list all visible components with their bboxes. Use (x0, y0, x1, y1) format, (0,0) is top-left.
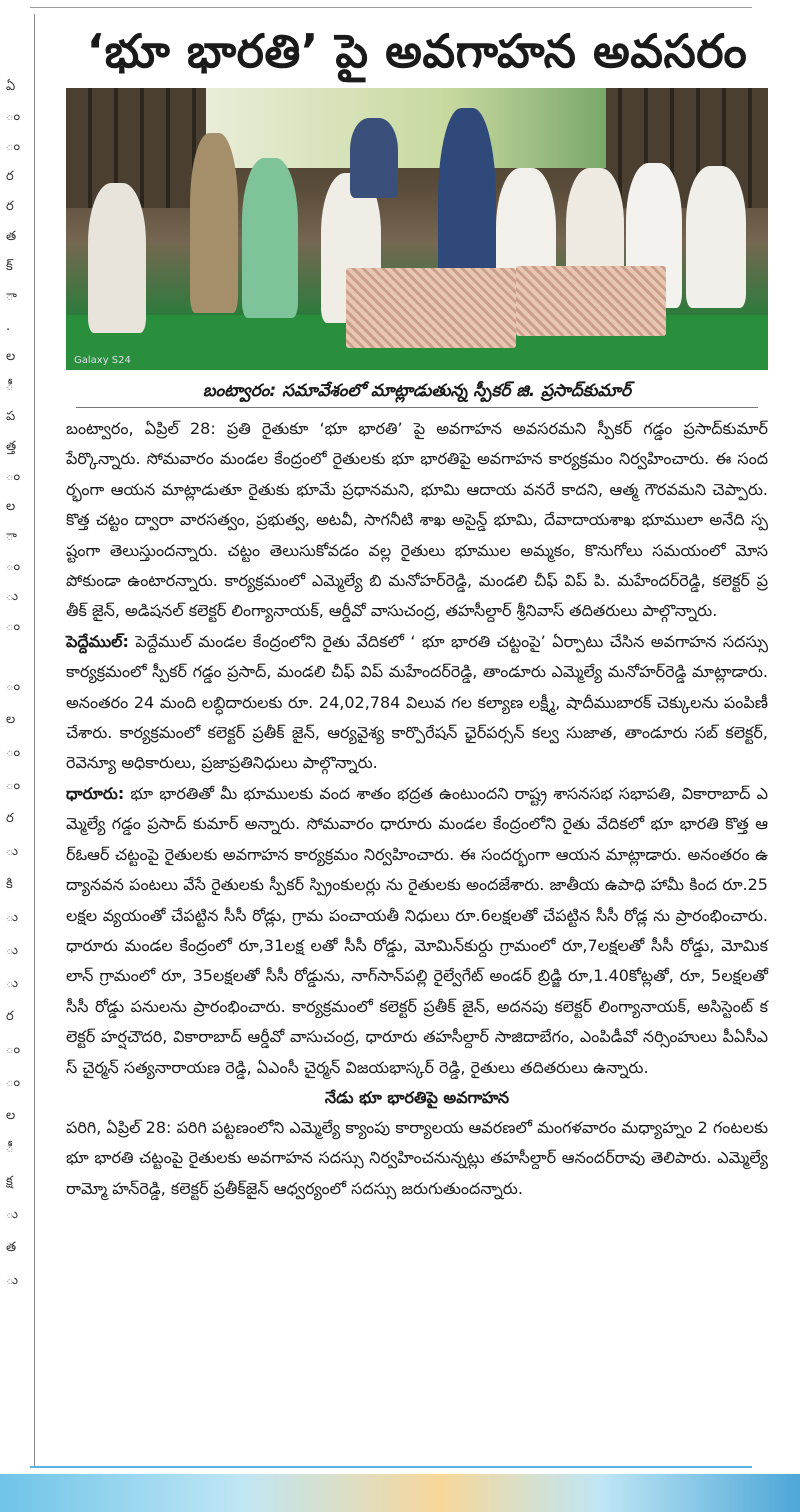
fragment-glyph: క్ (6, 259, 13, 274)
article-paragraph: ధారూరు: భూ భారతితో మీ భూములకు వంద శాతం భద్రత ఉంటుందని రాష్ట్ర శాసనసభ సభాపతి, వికారాబాద్ ఎమ్మెల్యే గడ్డం ప్రసాద్ కుమార్ అన్నారు. సోమవారం ధారూరు మండల కేంద్రంలోని రైతు వేదికలో భూ భారతి కొత్త ఆర్‌ఓఆర్ చట్టంపై రైతులకు అవగాహన కార్యక్రమం నిర్వహించారు. ఈ సందర్భంగా ఆయన మాట్లాడారు. అనంతరం ఉద్యానవన పంటలు వేసే రైతులకు స్పీకర్ స్ప్రింకులర్లు ను రైతులకు అందజేశారు. జాతీయ ఉపాధి హామీ కింద రూ.25 లక్షల వ్యయంతో చేపట్టిన సీసీ రోడ్లు, గ్రామ పంచాయతీ నిధులు రూ.6లక్షలతో చేపట్టిన సీసీ రోడ్ల ను ప్రారంభించారు. ధారూరు మండల కేంద్రంలో రూ,31లక్ష లతో సీసీ రోడ్డు, మోమిన్‌కుర్దు గ్రామంలో రూ,7లక్షలతో సీసీ రోడ్డు, మోమికలాన్ గ్రామంలో రూ, 35లక్షలతో సీసీ రోడ్డును, నాగ్‌సాన్‌పల్లి రైల్వేగేట్ అండర్ బ్రిడ్జి రూ,1.40కోట్లతో, రూ, 5లక్షలతో సీసీ రోడ్డు పనులను ప్రారంభించారు. కార్యక్రమంలో కలెక్టర్ ప్రతీక్ జైన్, అదనపు కలెక్టర్ లింగ్యానాయక్, అసిస్టెంట్ కలెక్టర్ హర్షచౌదరి, వికారాబాద్ ఆర్డీవో వాసుచంద్ర, ధారూరు తహసీల్దార్ సాజిదాబేగం, ఎంపిడీవో నర్సింహులు పీఏసీఎస్ చైర్మన్ సత్యనారాయణ రెడ్డి, ఏఎంసీ చైర్మన్ విజయభాస్కర్ రెడ్డి, రైతులు తదితరులు ఉన్నారు. (66, 783, 768, 1077)
article-paragraph: బంట్వారం, ఏప్రిల్ 28: ప్రతి రైతుకూ ‘భూ భారతి’ పై అవగాహన అవసరమని స్పీకర్ గడ్డం ప్రసాద్‌కుమార్ పేర్కొన్నారు. సోమవారం మండల కేంద్రంలో రైతులకు భూ భారతిపై అవగాహన కార్యక్రమం నిర్వహించారు. ఈ సందర్భంగా ఆయన మాట్లాడుతూ రైతుకు భూమే ప్రధానమని, భూమి ఆదాయ వనరే కాదని, ఆత్మ గౌరవమని చెప్పారు. కొత్త చట్టం ద్వారా వారసత్వం, ప్రభుత్వ, అటవీ, సాగనీటి శాఖ అసైన్డ్ భూమి, దేవాదాయశాఖ భూములా అనేది స్పష్టంగా తెలుస్తుందన్నారు. చట్టం తెలుసుకోవడం వల్ల రైతులు భూముల అమ్మకం, కొనుగోలు సమయంలో మోసపోకుండా ఉంటారన్నారు. కార్యక్రమంలో ఎమ్మెల్యే బి మనోహర్‌రెడ్డి, మండలి చీఫ్ విప్ పి. మహేందర్‌రెడ్డి, కలెక్టర్ ప్రతీక్ జైన్, అడిషనల్ కలెక్టర్ లింగ్యానాయక్, ఆర్డీవో వాసుచంద్ర, తహసీల్దార్ శ్రీనివాస్ తదితరులు పాల్గొన్నారు. (66, 419, 768, 621)
fragment-glyph: ర (6, 1009, 14, 1024)
fragment-glyph: ప (6, 409, 16, 424)
fragment-glyph: ా (6, 529, 17, 544)
fragment-glyph: ం (6, 469, 21, 484)
fragment-glyph: క్ష (6, 1174, 13, 1189)
news-article (66, 14, 768, 1204)
fragment-glyph: ర (6, 199, 14, 214)
fragment-glyph: ం (6, 778, 21, 793)
event-photo (66, 88, 768, 370)
headline: ‘భూ భారతి’ పై అవగాహన అవసరం (86, 24, 748, 78)
fragment-glyph: ం (6, 559, 21, 574)
fragment-glyph: . (6, 319, 11, 334)
fragment-glyph: ల (6, 712, 16, 727)
fragment-glyph: ు (6, 910, 19, 925)
photo-caption: బంట్వారం: సమావేశంలో మాట్లాడుతున్న స్పీకర్ జి. ప్రసాద్‌కుమార్ (202, 381, 632, 401)
fragment-glyph: ు (6, 976, 19, 991)
fragment-glyph: ు (6, 589, 19, 604)
article-paragraph: పరిగి, ఏప్రిల్ 28: పరిగి పట్టణంలోని ఎమ్మెల్యే క్యాంపు కార్యాలయ ఆవరణలో మంగళవారం మధ్యాహ్నం 2 గంటలకు భూ భారతి చట్టంపై రైతులకు అవగాహన సదస్సు నిర్వహించనున్నట్లు తహసీల్దార్ ఆనందర్‌రావు తెలిపారు. ఎమ్మెల్యే రామ్మో హన్‌రెడ్డి, కలెక్టర్ ప్రతీక్‌జైన్ ఆధ్వర్యంలో సదస్సు జరుగుతుందన్నారు. (66, 1117, 768, 1198)
stage-banner (206, 88, 606, 168)
photo-watermark: Galaxy S24 (74, 355, 131, 366)
fragment-glyph: ం (6, 619, 21, 634)
top-rule (30, 7, 752, 8)
fragment-glyph: ీ (6, 1141, 14, 1156)
band-edge (30, 1466, 752, 1468)
fragment-glyph: త (6, 1240, 17, 1255)
fragment-glyph: ం (6, 679, 21, 694)
sub-headline: నేడు భూ భారతిపై అవగాహన (324, 1087, 510, 1107)
fragment-glyph: కి (6, 877, 13, 892)
column-divider (34, 14, 35, 1466)
adjacent-column-edge (0, 30, 26, 1470)
caption-rule (76, 407, 758, 408)
fragment-glyph: ీ (6, 379, 14, 394)
fragment-glyph: ు (6, 1207, 19, 1222)
fragment-glyph: ం (6, 745, 21, 760)
fragment-glyph: ా (6, 289, 17, 304)
fragment-glyph: ల (6, 1108, 16, 1123)
fragment-glyph: ు (6, 943, 19, 958)
fragment-glyph: త (6, 229, 17, 244)
fragment-glyph: ు (6, 844, 19, 859)
fragment-glyph: ర (6, 811, 14, 826)
dateline: ధారూరు: (66, 783, 125, 803)
fragment-glyph: ం (6, 109, 21, 124)
fragment-glyph: ు (6, 1273, 19, 1288)
article-paragraph: పెద్దేముల్: పెద్దేముల్ మండల కేంద్రంలోని రైతు వేదికలో ‘ భూ భారతి చట్టంపై’ ఏర్పాటు చేసిన అవగాహన సదస్సు కార్యక్రమంలో స్పీకర్ గడ్డం ప్రసాద్, మండలి చీఫ్ విప్ మహేందర్‌రెడ్డి, తాండూరు ఎమ్మెల్యే మనోహర్‌రెడ్డి మాట్లాడారు. అనంతరం 24 మంది లబ్ధిదారులకు రూ. 24,02,784 విలువ గల కల్యాణ లక్ష్మీ, షాదీముబారక్ చెక్కులను పంపిణీ చేశారు. కార్యక్రమంలో కలెక్టర్ ప్రతీక్ జైన్, ఆర్యవైశ్య కార్పొరేషన్ ఛైర్‌పర్సన్ కల్వ సుజాత, తాండూరు సబ్ కలెక్టర్, రెవెన్యూ అధికారులు, ప్రజాప్రతినిధులు పాల్గొన్నారు. (66, 631, 768, 773)
fragment-glyph: ల (6, 349, 16, 364)
fragment-glyph: ం (6, 139, 21, 154)
fragment-glyph: త్త (6, 439, 17, 454)
fragment-glyph: ర (6, 169, 14, 184)
fragment-glyph: ం (6, 1075, 21, 1090)
fragment-glyph: ఏ (6, 79, 16, 94)
dateline: పెద్దేముల్: (66, 631, 129, 651)
next-article-banner (0, 1474, 800, 1512)
fragment-glyph: ం (6, 1042, 21, 1057)
fragment-glyph: ల (6, 499, 16, 514)
